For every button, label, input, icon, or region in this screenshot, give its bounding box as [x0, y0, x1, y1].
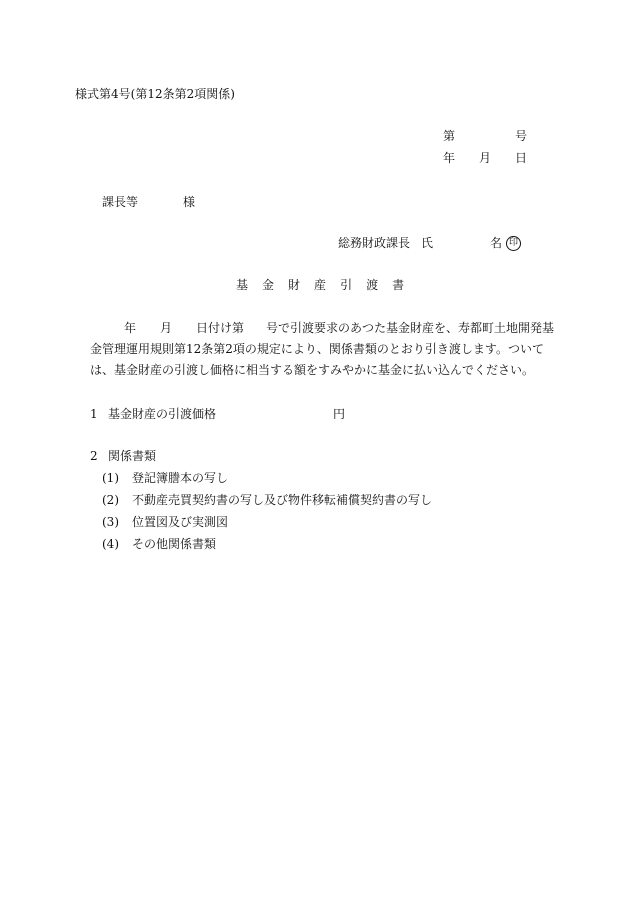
sender-position: 総務財政課長: [338, 236, 411, 250]
date-day: 日: [515, 151, 528, 165]
sender-name-suffix: 名: [490, 236, 503, 250]
title-char: 渡: [366, 278, 379, 292]
item-2-label: 関係書類: [108, 449, 157, 463]
addressee-title: 課長等: [102, 195, 139, 209]
sender-name-suffix-with-seal: [490, 236, 521, 251]
body-line-3: は、基金財産の引渡し価格に相当する額をすみやかに基金に払い込んでください。: [90, 363, 535, 377]
item-2-number: 2: [90, 449, 98, 463]
body-line-2: 金管理運用規則第12条第2項の規定により、関係書類のとおり引き渡します。ついて: [90, 342, 544, 356]
list-item: (1) 登記簿謄本の写し: [102, 471, 229, 485]
list-item: (3) 位置図及び実測図: [102, 515, 229, 529]
body-line-1: 年 月 日付け第 号で引渡要求のあつた基金財産を、寿都町土地開発基: [124, 321, 555, 335]
item-1-unit: 円: [333, 407, 346, 421]
seal-icon: 印: [506, 236, 521, 251]
title-char: 基: [236, 278, 249, 292]
list-item: (2) 不動産売買契約書の写し及び物件移転補償契約書の写し: [102, 493, 433, 507]
form-id: 様式第4号(第12条第2項関係): [75, 87, 235, 101]
body-paragraph: [90, 321, 555, 385]
list-item: (4) その他関係書類: [102, 537, 217, 551]
addressee-honorific: 様: [183, 195, 196, 209]
title-char: 書: [392, 278, 405, 292]
item-1-label: 基金財産の引渡価格: [108, 407, 217, 421]
date-month: 月: [479, 151, 492, 165]
document-title: [236, 279, 404, 291]
title-char: 引: [340, 278, 353, 292]
number-label-go: 号: [515, 129, 528, 143]
number-label-dai: 第: [443, 129, 456, 143]
sender-name-prefix: 氏: [421, 236, 434, 250]
title-char: 産: [314, 278, 327, 292]
item-1-number: 1: [90, 407, 98, 421]
title-char: 金: [262, 278, 275, 292]
date-year: 年: [443, 151, 456, 165]
title-char: 財: [288, 278, 301, 292]
